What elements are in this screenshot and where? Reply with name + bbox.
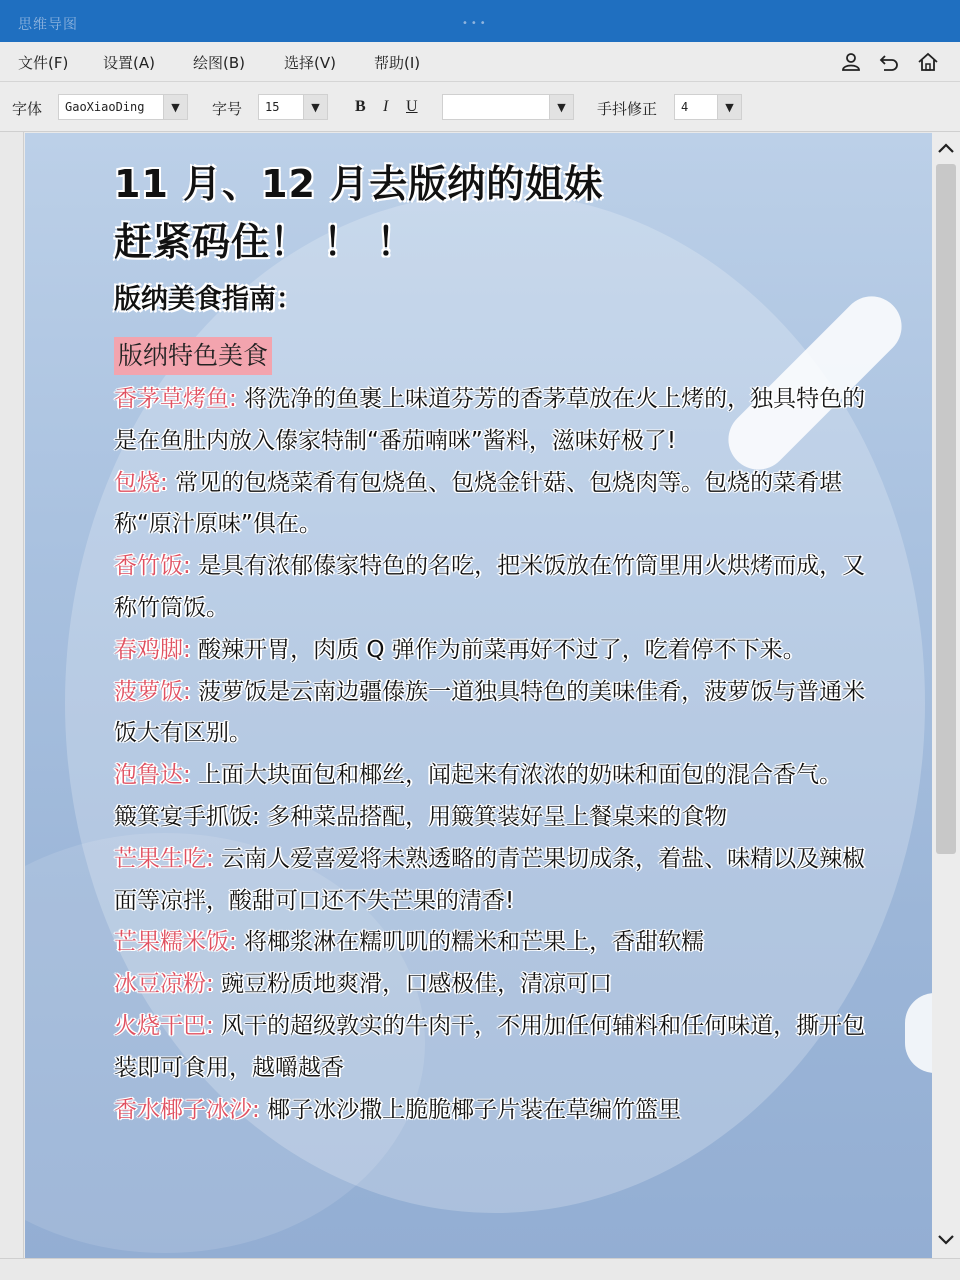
list-item [114, 1006, 874, 1090]
doc-title-line2: 赶紧码住！ ！ ！ [114, 220, 416, 264]
format-toolbar [0, 82, 960, 132]
menu-draw[interactable]: 绘图(B) [193, 54, 245, 72]
item-separator: : [160, 469, 176, 496]
menu-settings[interactable]: 设置(A) [103, 54, 155, 72]
decor-knob [905, 993, 932, 1073]
item-name: 香茅草烤鱼 [114, 386, 229, 412]
item-separator: : [206, 971, 222, 998]
user-icon[interactable] [840, 51, 862, 73]
item-separator: : [229, 386, 245, 412]
list-item [114, 839, 874, 923]
undo-icon[interactable] [878, 51, 900, 73]
list-item [114, 630, 874, 672]
list-item [114, 672, 874, 756]
window-dots[interactable]: ••• [462, 18, 489, 29]
item-description: 酸辣开胃，肉质 Q 弹作为前菜再好不过了，吃着停不下来。 [198, 636, 806, 663]
chevron-down-icon[interactable]: ▼ [550, 94, 574, 120]
item-description: 豌豆粉质地爽滑，口感极佳，清凉可口 [221, 971, 613, 998]
chevron-down-icon[interactable] [932, 1226, 960, 1252]
item-separator: : [252, 803, 268, 830]
chevron-down-icon[interactable]: ▼ [718, 94, 742, 120]
list-item [114, 922, 874, 964]
font-label: 字体 [12, 100, 43, 118]
chevron-down-icon[interactable]: ▼ [304, 94, 328, 120]
item-description: 风干的超级敦实的牛肉干，不用加任何辅料和任何味道，撕开包装即可食用，越嚼越香 [114, 1012, 866, 1081]
item-description: 常见的包烧菜肴有包烧鱼、包烧金针菇、包烧肉等。包烧的菜肴堪称“原汁原味”俱在。 [114, 469, 843, 538]
list-item [114, 755, 874, 797]
left-gutter [0, 132, 24, 1258]
item-separator: : [229, 929, 245, 956]
item-name: 菠萝饭 [114, 678, 183, 705]
shake-select[interactable]: 4 [674, 94, 718, 120]
item-name: 泡鲁达 [114, 762, 183, 789]
color-select[interactable] [442, 94, 550, 120]
chevron-down-icon[interactable]: ▼ [164, 94, 188, 120]
list-item [114, 379, 874, 463]
item-description: 云南人爱喜爱将未熟透略的青芒果切成条，着盐、味精以及辣椒面等凉拌，酸甜可口还不失芒果的清香! [114, 845, 866, 914]
underline-button[interactable]: U [406, 98, 418, 115]
item-name: 芒果糯米饭 [114, 929, 229, 956]
item-description: 将洗净的鱼裹上味道芬芳的香茅草放在火上烤的，独具特色的是在鱼肚内放入傣家特制“番茄喃咪”酱料，滋味好极了! [114, 386, 866, 454]
item-separator: : [183, 553, 199, 580]
section-tag: 版纳特色美食 [114, 337, 272, 375]
document-canvas[interactable] [25, 133, 932, 1258]
scroll-thumb[interactable] [936, 164, 956, 854]
list-item [114, 546, 874, 630]
menu-bar [0, 42, 960, 82]
home-icon[interactable] [917, 51, 939, 73]
item-name: 香竹饭 [114, 553, 183, 580]
italic-button[interactable]: I [383, 98, 389, 115]
list-item [114, 463, 874, 547]
size-select[interactable]: 15 [258, 94, 304, 120]
item-separator: : [183, 762, 199, 789]
menu-help[interactable]: 帮助(I) [374, 54, 421, 72]
item-name: 芒果生吃 [114, 845, 206, 872]
item-description: 多种菜品搭配，用簸箕装好呈上餐桌来的食物 [267, 803, 728, 830]
bold-button[interactable]: B [355, 98, 366, 115]
title-bar [0, 0, 960, 42]
food-list [114, 379, 874, 1131]
doc-title-line1: 11 月、12 月去版纳的姐妹 [114, 162, 604, 206]
item-separator: : [183, 636, 199, 663]
item-name: 簸箕宴手抓饭 [114, 803, 252, 830]
chevron-up-icon[interactable] [932, 136, 960, 162]
app-title: 思维导图 [18, 17, 78, 33]
document-content [114, 155, 874, 1131]
item-name: 火烧干巴 [114, 1012, 206, 1039]
item-separator: : [206, 845, 222, 872]
status-bar [0, 1258, 960, 1280]
item-description: 菠萝饭是云南边疆傣族一道独具特色的美味佳肴，菠萝饭与普通米饭大有区别。 [114, 678, 866, 747]
vertical-scrollbar[interactable] [932, 132, 960, 1258]
list-item [114, 1090, 874, 1132]
item-description: 是具有浓郁傣家特色的名吃，把米饭放在竹筒里用火烘烤而成，又称竹筒饭。 [114, 553, 866, 621]
doc-subtitle: 版纳美食指南： [114, 284, 303, 315]
item-description: 椰子冰沙撒上脆脆椰子片装在草编竹篮里 [267, 1096, 682, 1123]
item-separator: : [252, 1096, 268, 1123]
item-separator: : [183, 678, 199, 705]
list-item [114, 797, 874, 839]
font-select[interactable]: GaoXiaoDing [58, 94, 164, 120]
item-separator: : [206, 1012, 222, 1039]
item-description: 将椰浆淋在糯叽叽的糯米和芒果上，香甜软糯 [244, 929, 705, 956]
item-description: 上面大块面包和椰丝，闻起来有浓浓的奶味和面包的混合香气。 [198, 762, 843, 789]
menu-file[interactable]: 文件(F) [18, 54, 69, 72]
item-name: 包烧 [114, 469, 160, 496]
menu-select[interactable]: 选择(V) [284, 54, 336, 72]
item-name: 春鸡脚 [114, 636, 183, 663]
item-name: 香水椰子冰沙 [114, 1096, 252, 1123]
list-item [114, 964, 874, 1006]
shake-label: 手抖修正 [597, 100, 658, 118]
size-label: 字号 [212, 100, 243, 118]
item-name: 冰豆凉粉 [114, 971, 206, 998]
